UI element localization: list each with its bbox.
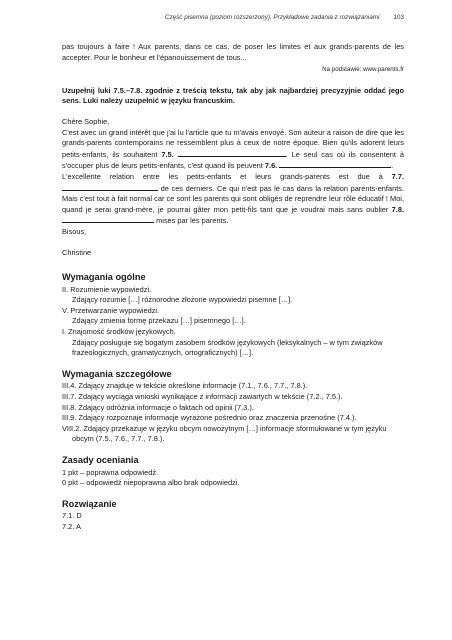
gap-label-7-8: 7.8.: [391, 204, 404, 214]
requirement-item: I. Znajomość środków językowych.: [62, 327, 176, 337]
gap-7-8[interactable]: [62, 215, 154, 223]
letter-text-3b: de ces derniers. Ce qui n'est pas le cas dans la relation parents-enfants. Mais c'est tout à fait normal car ce sont les parents qui sont obligés de reprendre leur rôle éducatif ! Moi, quand je serai grand-mère, je pourrai gâter mon petit-fils tant que je voudrai mais sans oublier: [62, 183, 404, 214]
gap-label-7-7: 7.7.: [391, 171, 404, 181]
letter-paragraph-1: C'est avec un grand intérêt que j'ai lu l'article que tu m'avais envoyé. Son auteur a raison de dire que les grands-parents contemporains ne ressemblent plus à ceux de notre époque. Bien qu'ils adorent leurs petits-enfants, ils souhaitent 7.5. . Le seul cas où ils consentent à s'occuper plus de leurs petits-enfants, c'est quand ils peuvent 7.6. .: [62, 127, 405, 171]
requirement-subitem: Zdający rozumie […] różnorodne złożone wypowiedzi pisemne […].: [72, 295, 293, 305]
general-requirements-heading: Wymagania ogólne: [62, 272, 146, 283]
solution-item: 7.2. A: [62, 521, 81, 531]
running-title: Część pisemna (poziom rozszerzony). Przykładowe zadania z rozwiązaniami: [164, 14, 380, 21]
detailed-requirements-section: [62, 369, 404, 445]
letter-text-2: Le seul cas où ils consentent à s'occuper plus de leurs petits-enfants, c'est quand ils peuvent: [62, 149, 405, 171]
letter-closing: Bisous,: [62, 226, 87, 236]
requirement-subitem: Zdający zmienia formę przekazu […] pisemnego […].: [72, 316, 246, 326]
task-instruction: Uzupełnij luki 7.5.–7.8. zgodnie z treścią tekstu, tak aby jak najbardziej precyzyjnie oddać jego sens. Luki należy uzupełnić w języku francuskim.: [62, 85, 404, 106]
page-header: [0, 14, 404, 21]
letter-text-1: C'est avec un grand intérêt que j'ai lu l'article que tu m'avais envoyé. Son auteur a raison de dire que les grands-parents contemporains ne ressemblent plus à ceux de notre époque. Bien qu'ils adorent leurs petits-enfants, ils souhaitent: [62, 127, 404, 159]
scoring-section: [62, 455, 404, 489]
letter-text-3c: mises par les parents.: [156, 216, 229, 226]
detailed-requirements-heading: Wymagania szczegółowe: [62, 368, 172, 379]
scoring-item: 0 pkt – odpowiedź niepoprawna albo brak odpowiedzi.: [62, 478, 240, 488]
letter-text-3a: L'excellente relation entre les petits-enfants et leurs grands-parents est due à: [62, 171, 383, 181]
gap-label-7-5: 7.5.: [161, 149, 174, 159]
letter-paragraph-2: [62, 172, 404, 227]
letter-signature: Christine: [62, 247, 92, 257]
solution-item: 7.1. D: [62, 511, 82, 521]
page-number: 103: [393, 14, 404, 21]
scoring-item: 1 pkt – poprawna odpowiedź.: [62, 467, 159, 477]
detailed-requirement-item: III.7. Zdający wyciąga wnioski wynikające z informacji zawartych w tekście (7.2., 7.5.).: [62, 392, 343, 402]
requirement-subitem: Zdający posługuje się bogatym zasobem środków językowych (leksykalnych – w tym związków frazeologicznych, gramatycznych, ortograficznych) […].: [72, 337, 383, 358]
requirement-item: II. Rozumienie wypowiedzi.: [62, 284, 152, 294]
solution-heading: Rozwiązanie: [62, 498, 117, 509]
detailed-requirement-item: VIII.2. Zdający przekazuje w języku obcym nowożytnym […] informacje sformułowane w tym języku obcym (7.5., 7.6., 7.7., 7.8.).: [62, 423, 387, 444]
detailed-requirement-item: III.4. Zdający znajduje w tekście określone informacje (7.1., 7.6., 7.7., 7.8.).: [62, 381, 308, 391]
gap-7-7[interactable]: [62, 183, 158, 191]
requirement-item: V. Przetwarzanie wypowiedzi.: [62, 305, 160, 315]
detailed-requirement-item: III.9. Zdający rozpoznaje informacje wyrażone pośrednio oraz znaczenia przenośne (7.4.).: [62, 413, 357, 423]
scoring-heading: Zasady oceniania: [62, 455, 139, 465]
detailed-requirement-item: III.8. Zdający odróżnia informacje o faktach od opinii (7.3.).: [62, 402, 254, 412]
passage-source: Na podstawie: www.parents.fr: [322, 66, 404, 74]
solution-section: [62, 499, 404, 533]
letter-greeting: Chère Sophie,: [62, 116, 110, 126]
general-requirements-section: [62, 272, 404, 359]
gap-7-6[interactable]: [279, 160, 391, 168]
gap-label-7-6: 7.6.: [264, 161, 278, 171]
gap-7-5[interactable]: [178, 149, 286, 157]
page-content: [62, 42, 404, 533]
passage-text: pas toujours à faire ! Aux parents, dans ce cas, de poser les limites et aux grands-parents de les accepter. Pour le bonheur et l'épanouissement de tous...: [62, 42, 404, 62]
